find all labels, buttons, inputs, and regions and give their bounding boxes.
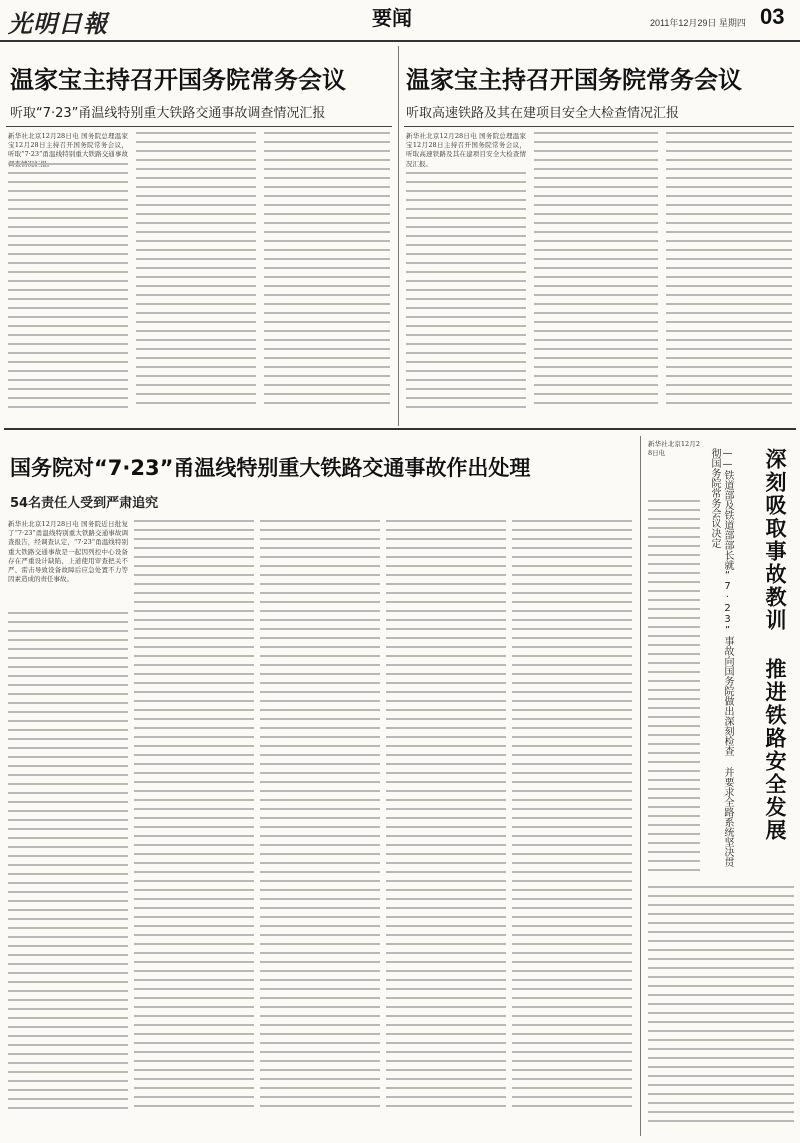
story1-headline: 温家宝主持召开国务院常务会议 xyxy=(10,66,346,94)
story3-col4 xyxy=(386,520,506,1132)
newspaper-logo: 光明日報 xyxy=(8,9,108,38)
column-divider-lower xyxy=(640,436,641,1136)
story2-subheadline: 听取高速铁路及其在建项目安全大检查情况汇报 xyxy=(406,106,680,121)
story3-headline: 国务院对“7·23”甬温线特别重大铁路交通事故作出处理 xyxy=(10,456,531,480)
story2-col3 xyxy=(666,132,792,422)
section-rule xyxy=(4,428,796,430)
story4-col1 xyxy=(648,500,700,880)
masthead xyxy=(0,0,800,42)
story1-rule xyxy=(6,126,392,127)
story4-col2 xyxy=(648,886,794,1132)
story3-col5 xyxy=(512,520,632,1132)
story3-subheadline: 54名责任人受到严肃追究 xyxy=(10,496,159,511)
story4-headline: 深刻吸取事故教训 推进铁路安全发展 xyxy=(763,448,787,842)
story3-col1 xyxy=(8,612,128,1132)
story1-subheadline: 听取“7·23”甬温线特别重大铁路交通事故调查情况汇报 xyxy=(10,106,326,121)
story2-headline: 温家宝主持召开国务院常务会议 xyxy=(406,66,742,94)
story4-body: 新华社北京12月28日电 xyxy=(648,440,700,458)
story2-col1 xyxy=(406,172,526,422)
issue-weekday: 星期四 xyxy=(718,18,746,28)
section-title: 要闻 xyxy=(372,6,412,30)
story3-col3 xyxy=(260,520,380,1132)
story2-rule xyxy=(404,126,794,127)
story1-col1 xyxy=(8,163,128,423)
story4-subheadline: ——铁道部及铁道部部长就“7·23”事故向国务院做出深刻检查 并要求全路系统坚决贯彻国务院常务会议决定 xyxy=(709,448,733,867)
story3-col2 xyxy=(134,520,254,1132)
page-number: 03 xyxy=(760,4,785,29)
story1-body: 新华社北京12月28日电 国务院总理温家宝12月28日主持召开国务院常务会议，听取“7·23”甬温线特别重大铁路交通事故 xyxy=(8,132,128,159)
issue-date: 2011年12月29日 xyxy=(650,18,717,28)
story3-body: 新华社北京12月28日电 国务院近日批复了“7·23”甬温线特别重大铁路交通事故调查报告，经调查认定，“7·23”甬温线特别重大铁路交通事故是一起因列控中心设备存在严重设计缺陷、上道使用审查把关不严、雷击导致设备故障后应急处置不力等因素造成的责任事故。 xyxy=(8,520,128,584)
story1-col3 xyxy=(264,132,390,422)
story2-col2 xyxy=(534,132,658,422)
dateline xyxy=(650,16,746,29)
column-divider xyxy=(398,46,399,426)
story2-body: 新华社北京12月28日电 国务院总理温家宝12月28日主持召开国务院常务会议，听取高速铁路及其在建项目安全大检查情况汇报。 xyxy=(406,132,526,168)
story1-col2 xyxy=(136,132,256,422)
